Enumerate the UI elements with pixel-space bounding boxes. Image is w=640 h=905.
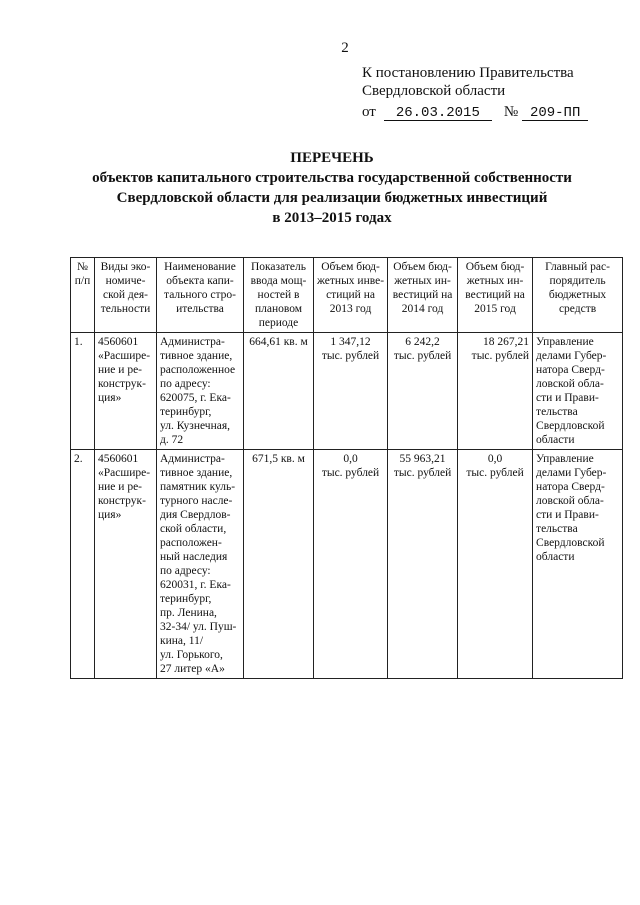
- cell-line: №: [77, 261, 88, 273]
- approval-block: [362, 64, 588, 121]
- cell-line: по адресу:: [160, 378, 211, 390]
- cell-line: делами Губер-: [536, 350, 607, 362]
- cell-line: тивное здание,: [160, 350, 233, 362]
- header-cell: [533, 258, 623, 333]
- cell-line: турного насле-: [160, 495, 233, 507]
- budget-manager: [533, 450, 623, 679]
- row-number: 1.: [71, 333, 95, 450]
- cell-line: делами Губер-: [536, 467, 607, 479]
- cell-line: Объем бюд-: [321, 261, 380, 273]
- cell-line: натора Сверд-: [536, 481, 605, 493]
- cell-line: вестиций на: [465, 289, 525, 301]
- cell-line: ностей в: [257, 289, 300, 301]
- cell-line: тельства: [536, 406, 578, 418]
- capacity: 664,61 кв. м: [244, 333, 314, 450]
- table-row: [71, 333, 623, 450]
- cell-line: расположенное: [160, 364, 236, 376]
- approval-date-line: [362, 103, 588, 121]
- cell-line: ция»: [98, 392, 122, 404]
- cell-line: объекта капи-: [166, 275, 234, 287]
- cell-line: натора Сверд-: [536, 364, 605, 376]
- cell-line: Управление: [536, 336, 594, 348]
- cell-line: ловской обла-: [536, 495, 604, 507]
- object-name: [157, 333, 244, 450]
- cell-line: пр. Ленина,: [160, 607, 217, 619]
- cell-line: сти и Прави-: [536, 509, 599, 521]
- cell-line: ние и ре-: [98, 364, 143, 376]
- header-cell: [95, 258, 157, 333]
- cell-line: ской дея-: [103, 289, 148, 301]
- cell-line: ул. Горького,: [160, 649, 223, 661]
- row-number: 2.: [71, 450, 95, 679]
- cell-line: Объем бюд-: [393, 261, 452, 273]
- cell-line: Виды эко-: [100, 261, 151, 273]
- cell-line: области: [536, 551, 575, 563]
- approval-number: 209-ПП: [522, 106, 588, 121]
- cell-line: теринбург,: [160, 406, 212, 418]
- cell-line: вестиций на: [392, 289, 453, 301]
- approval-line-2: Свердловской области: [362, 83, 506, 99]
- document-title: [0, 148, 640, 228]
- cell-line: теринбург,: [160, 593, 212, 605]
- cell-line: 4560601: [98, 453, 139, 465]
- cell-line: тыс. рублей: [393, 350, 452, 362]
- cell-line: 620075, г. Ека-: [160, 392, 231, 404]
- page-number: 2: [341, 40, 349, 56]
- budget-manager: [533, 333, 623, 450]
- activity-kind: [95, 333, 157, 450]
- cell-line: «Расшире-: [98, 467, 151, 479]
- header-cell: [71, 258, 95, 333]
- header-cell: [244, 258, 314, 333]
- objects-table: [70, 257, 623, 679]
- cell-line: Показатель: [250, 261, 307, 273]
- cell-line: памятник куль-: [160, 481, 236, 493]
- cell-line: тыс. рублей: [321, 467, 380, 479]
- cell-line: тельства: [536, 523, 578, 535]
- investment-2014: [388, 450, 458, 679]
- cell-line: ция»: [98, 509, 122, 521]
- object-name: [157, 450, 244, 679]
- cell-line: Главный рас-: [545, 261, 610, 273]
- cell-line: по адресу:: [160, 565, 211, 577]
- header-cell: [458, 258, 533, 333]
- cell-line: 2014 год: [401, 303, 444, 315]
- cell-line: сти и Прави-: [536, 392, 599, 404]
- approval-date: 26.03.2015: [384, 106, 492, 121]
- cell-line: ный наследия: [160, 551, 228, 563]
- title-line-1: ПЕРЕЧЕНЬ: [290, 150, 374, 166]
- cell-line: д. 72: [160, 434, 184, 446]
- cell-line: 32-34/ ул. Пуш-: [160, 621, 237, 633]
- cell-line: ловской обла-: [536, 378, 604, 390]
- cell-line: ввода мощ-: [250, 275, 307, 287]
- number-prefix: №: [503, 104, 519, 120]
- cell-line: 2015 год: [474, 303, 516, 315]
- cell-line: 620031, г. Ека-: [160, 579, 231, 591]
- cell-line: области: [536, 434, 575, 446]
- cell-line: 2013 год: [329, 303, 372, 315]
- cell-line: ительства: [176, 303, 224, 315]
- cell-line: тального стро-: [164, 289, 236, 301]
- title-line-2: объектов капитального строительства государственной собственности: [92, 170, 572, 186]
- approval-line-1: К постановлению Правительства: [362, 65, 574, 81]
- cell-line: тыс. рублей: [393, 467, 452, 479]
- cell-line: тыс. рублей: [466, 467, 524, 479]
- cell-line: 6 242,2: [405, 336, 440, 348]
- investment-2013: [314, 333, 388, 450]
- cell-line: Администра-: [160, 453, 225, 465]
- cell-line: п/п: [74, 275, 91, 287]
- cell-line: порядитель: [549, 275, 606, 287]
- date-prefix: от: [362, 104, 376, 120]
- cell-line: тыс. рублей: [471, 350, 530, 362]
- cell-line: средств: [558, 303, 597, 315]
- cell-line: номиче-: [105, 275, 146, 287]
- table-row: [71, 450, 623, 679]
- header-cell: [157, 258, 244, 333]
- capacity: 671,5 кв. м: [244, 450, 314, 679]
- investment-2013: [314, 450, 388, 679]
- cell-line: жетных ин-: [394, 275, 451, 287]
- cell-line: стиций на: [326, 289, 375, 301]
- cell-line: расположен-: [160, 537, 222, 549]
- cell-line: ул. Кузнечная,: [160, 420, 231, 432]
- cell-line: Объем бюд-: [465, 261, 525, 273]
- cell-line: ской области,: [160, 523, 227, 535]
- cell-line: ние и ре-: [98, 481, 143, 493]
- header-cell: [388, 258, 458, 333]
- cell-line: жетных инве-: [317, 275, 385, 287]
- cell-line: Свердловской: [536, 420, 605, 432]
- header-cell: [314, 258, 388, 333]
- cell-line: 55 963,21: [399, 453, 446, 465]
- cell-line: конструк-: [98, 378, 146, 390]
- cell-line: 0,0: [343, 453, 358, 465]
- cell-line: жетных ин-: [466, 275, 524, 287]
- cell-line: Наименование: [164, 261, 236, 273]
- investment-2014: [388, 333, 458, 450]
- activity-kind: [95, 450, 157, 679]
- cell-line: кина, 11/: [160, 635, 204, 647]
- cell-line: плановом: [254, 303, 303, 315]
- cell-line: 18 267,21: [483, 336, 530, 348]
- investment-2015: [458, 450, 533, 679]
- cell-line: «Расшире-: [98, 350, 151, 362]
- title-line-3: Свердловской области для реализации бюджетных инвестиций: [116, 190, 548, 206]
- cell-line: Управление: [536, 453, 594, 465]
- cell-line: тивное здание,: [160, 467, 233, 479]
- cell-line: конструк-: [98, 495, 146, 507]
- cell-line: тыс. рублей: [321, 350, 380, 362]
- cell-line: Администра-: [160, 336, 225, 348]
- cell-line: Свердловской: [536, 537, 605, 549]
- cell-line: бюджетных: [548, 289, 607, 301]
- cell-line: 27 литер «А»: [160, 663, 225, 675]
- cell-line: дия Свердлов-: [160, 509, 231, 521]
- cell-line: тельности: [100, 303, 151, 315]
- cell-line: 0,0: [487, 453, 503, 465]
- cell-line: 1 347,12: [330, 336, 371, 348]
- title-line-4: в 2013–2015 годах: [272, 210, 392, 226]
- investment-2015: [458, 333, 533, 450]
- cell-line: 4560601: [98, 336, 139, 348]
- table-header-row: [71, 258, 623, 333]
- cell-line: периоде: [258, 317, 299, 329]
